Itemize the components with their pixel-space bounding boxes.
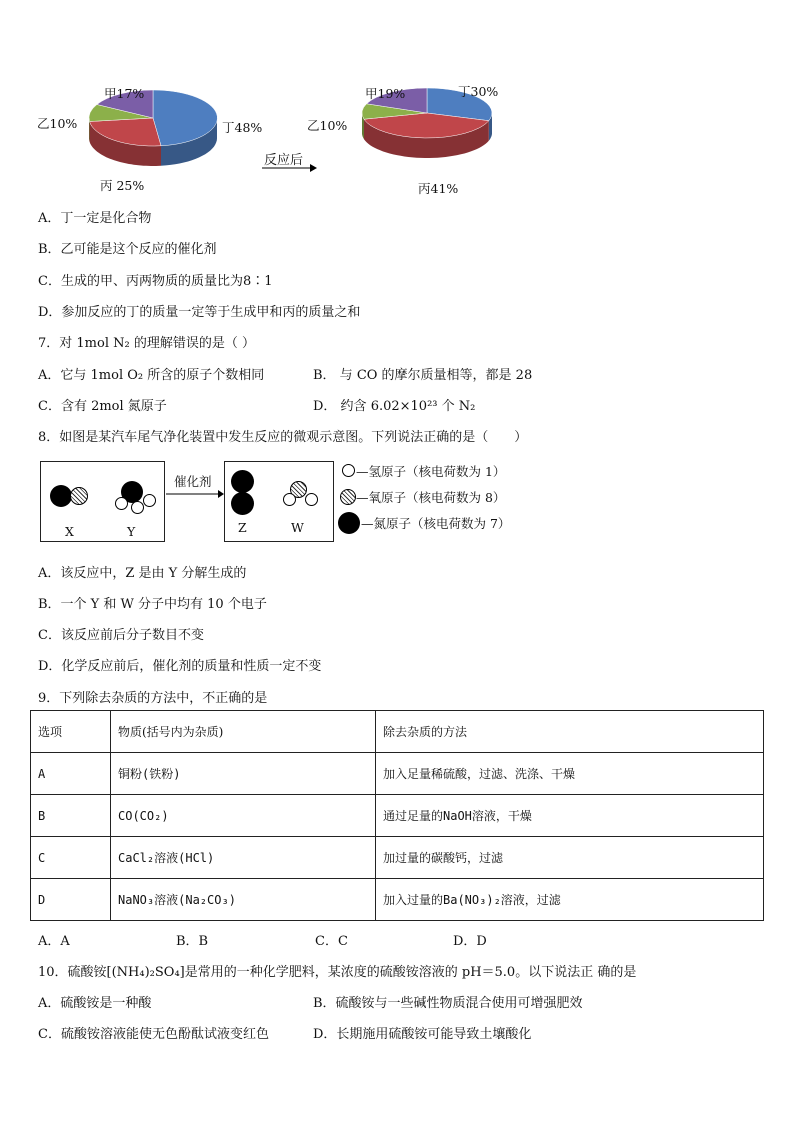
z-nitrogen-atom xyxy=(231,470,254,493)
pie2-label-yi: 乙10% xyxy=(307,118,348,133)
table-row xyxy=(31,879,764,921)
table-cell: NaNO₃溶液(Na₂CO₃) xyxy=(111,879,376,921)
table-cell: 加入过量的Ba(NO₃)₂溶液，过滤 xyxy=(376,879,764,921)
table-cell: 加过量的碳酸钙，过滤 xyxy=(376,837,764,879)
table-cell: B xyxy=(31,795,111,837)
table-row xyxy=(31,753,764,795)
table-header: 选项 xyxy=(31,711,111,753)
w-hydrogen-atom xyxy=(283,493,296,506)
pie1-label-ding: 丁48% xyxy=(222,120,263,135)
q6-option-d: D．参加反应的丁的质量一定等于生成甲和丙的质量之和 xyxy=(38,305,361,320)
table-cell: CaCl₂溶液(HCl) xyxy=(111,837,376,879)
q7-option-b: B． 与 CO 的摩尔质量相等，都是 28 xyxy=(313,368,533,383)
q10-option-d: D．长期施用硫酸铵可能导致土壤酸化 xyxy=(313,1027,532,1042)
legend-nitrogen: —氮原子（核电荷数为 7） xyxy=(361,516,511,531)
q8-option-c: C．该反应前后分子数目不变 xyxy=(38,628,204,643)
table-cell: 铜粉(铁粉) xyxy=(111,753,376,795)
table-cell: C xyxy=(31,837,111,879)
arrow-head-icon xyxy=(310,164,317,172)
pie1-label-jia: 甲17% xyxy=(104,86,145,101)
q8-option-d: D．化学反应前后，催化剂的质量和性质一定不变 xyxy=(38,659,322,674)
pie2-label-bing: 丙41% xyxy=(418,181,459,196)
q8-option-a: A．该反应中，Z 是由 Y 分解生成的 xyxy=(38,566,247,581)
table-row xyxy=(31,837,764,879)
q7-stem: 7．对 1mol N₂ 的理解错误的是（ ） xyxy=(38,336,255,351)
label-z: Z xyxy=(238,520,247,535)
table-cell: CO(CO₂) xyxy=(111,795,376,837)
q10-stem: 10．硫酸铵[(NH₄)₂SO₄]是常用的一种化学肥料，某浓度的硫酸铵溶液的 pH＝5.0。以下说法正 确的是 xyxy=(38,965,637,980)
table-cell: D xyxy=(31,879,111,921)
q10-option-c: C．硫酸铵溶液能使无色酚酞试液变红色 xyxy=(38,1027,269,1042)
x-oxygen-atom xyxy=(70,487,88,505)
q9-stem: 9．下列除去杂质的方法中，不正确的是 xyxy=(38,691,268,706)
table-cell: 加入足量稀硫酸，过滤、洗涤、干燥 xyxy=(376,753,764,795)
label-y: Y xyxy=(127,524,136,539)
catalyst-arrow xyxy=(166,488,226,500)
table-cell: 通过足量的NaOH溶液，干燥 xyxy=(376,795,764,837)
arrow-label: 反应后 xyxy=(264,153,304,168)
table-cell: A xyxy=(31,753,111,795)
w-hydrogen-atom xyxy=(305,493,318,506)
pie2-label-jia: 甲19% xyxy=(365,86,406,101)
q6-option-b: B．乙可能是这个反应的催化剂 xyxy=(38,242,217,257)
table-header-row xyxy=(31,711,764,753)
y-hydrogen-atom xyxy=(143,494,156,507)
q9-option-d: D．D xyxy=(453,934,487,949)
pie2-label-ding: 丁30% xyxy=(458,84,499,99)
q10-option-b: B．硫酸铵与一些碱性物质混合使用可增强肥效 xyxy=(313,996,583,1011)
y-hydrogen-atom xyxy=(131,501,144,514)
table-header: 物质(括号内为杂质) xyxy=(111,711,376,753)
q8-option-b: B．一个 Y 和 W 分子中均有 10 个电子 xyxy=(38,597,267,612)
label-w: W xyxy=(291,520,304,535)
catalyst-label: 催化剂 xyxy=(174,474,212,489)
q10-option-a: A．硫酸铵是一种酸 xyxy=(38,996,152,1011)
z-nitrogen-atom xyxy=(231,492,254,515)
legend-hydrogen-icon xyxy=(342,464,355,477)
q6-option-a: A．丁一定是化合物 xyxy=(38,211,152,226)
table-header: 除去杂质的方法 xyxy=(376,711,764,753)
q9-option-a: A．A xyxy=(38,934,70,949)
label-x: X xyxy=(65,524,74,539)
pie1-label-yi: 乙10% xyxy=(37,116,78,131)
legend-oxygen-icon xyxy=(340,489,356,505)
y-hydrogen-atom xyxy=(115,497,128,510)
q6-option-c: C．生成的甲、丙两物质的质量比为8∶1 xyxy=(38,274,273,289)
impurity-table xyxy=(30,710,764,921)
q7-option-d: D． 约含 6.02×10²³ 个 N₂ xyxy=(313,399,476,414)
table-row xyxy=(31,795,764,837)
legend-nitrogen-icon xyxy=(338,512,360,534)
x-nitrogen-atom xyxy=(50,485,72,507)
q9-option-b: B．B xyxy=(176,934,209,949)
pie1-label-bing: 丙 25% xyxy=(100,178,145,193)
q7-option-c: C．含有 2mol 氮原子 xyxy=(38,399,167,414)
legend-oxygen: —氧原子（核电荷数为 8） xyxy=(356,490,506,505)
legend-hydrogen: —氢原子（核电荷数为 1） xyxy=(356,464,506,479)
q8-stem: 8．如图是某汽车尾气净化装置中发生反应的微观示意图。下列说法正确的是（ ） xyxy=(38,430,528,445)
q9-option-c: C．C xyxy=(315,934,348,949)
q7-option-a: A．它与 1mol O₂ 所含的原子个数相同 xyxy=(38,368,265,383)
